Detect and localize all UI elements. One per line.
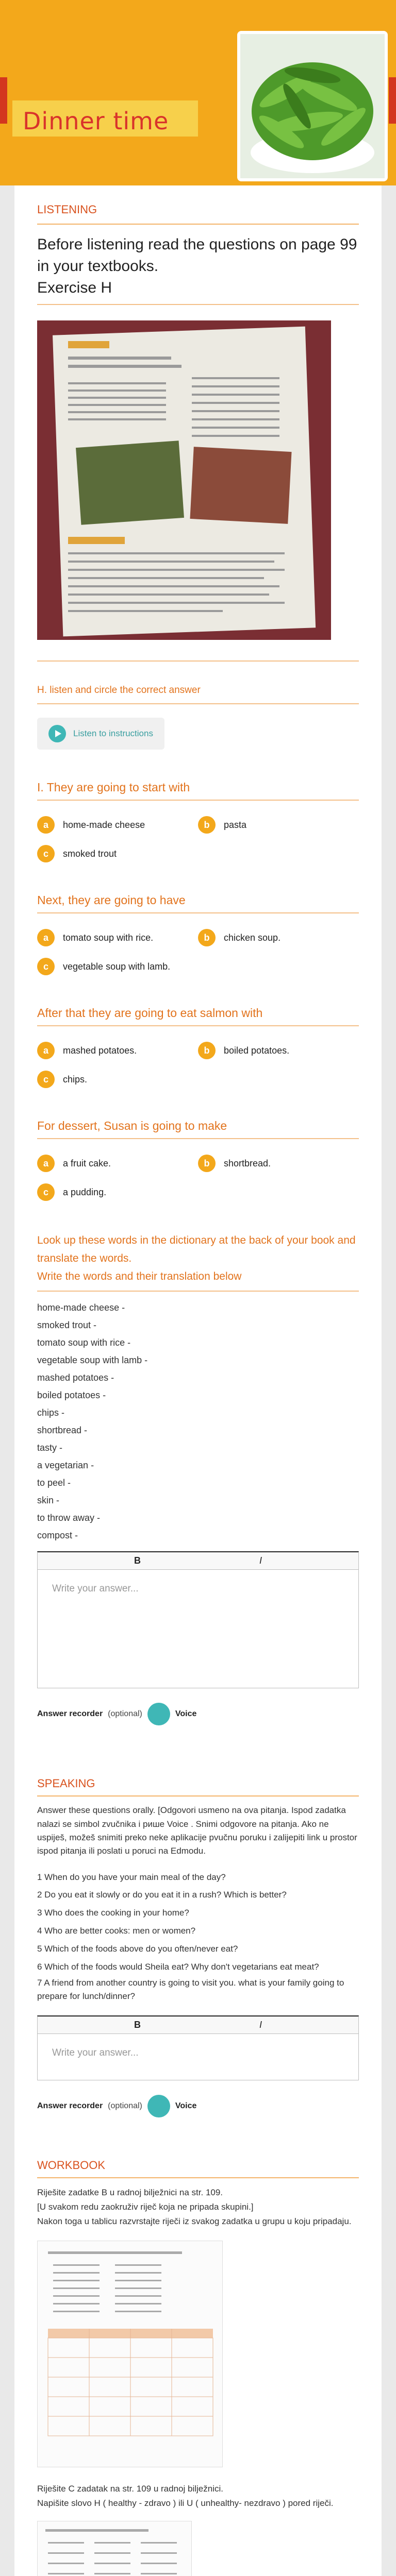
editor-toolbar xyxy=(37,1551,359,1570)
answer-option[interactable] xyxy=(198,1155,359,1172)
divider xyxy=(37,2177,359,2178)
editor-toolbar xyxy=(37,2015,359,2034)
workbook-task-c-hint: Napišite slovo H ( healthy - zdravo ) ili U ( unhealthy- nezdravo ) pored riječi. xyxy=(37,2498,334,2508)
vocab-word: mashed potatoes - xyxy=(37,1372,114,1383)
option-text: pasta xyxy=(224,819,247,830)
workbook-page-c-image xyxy=(37,2521,192,2576)
answer-option[interactable] xyxy=(37,1042,198,1059)
vocab-word: compost - xyxy=(37,1530,78,1541)
vocab-word: a vegetarian - xyxy=(37,1460,94,1471)
question-options xyxy=(37,929,359,975)
workbook-page-b-image xyxy=(37,2241,223,2467)
option-letter: a xyxy=(37,816,55,834)
speaking-question: 7 A friend from another country is going to visit you. what is your family going to prepare for lunch/dinner? xyxy=(37,1977,344,2002)
header xyxy=(0,0,396,185)
answer-recorder xyxy=(37,2095,359,2117)
vocab-word: vegetable soup with lamb - xyxy=(37,1355,148,1366)
option-letter: c xyxy=(37,845,55,862)
header-photo xyxy=(237,31,388,181)
answer-option[interactable] xyxy=(198,816,359,834)
option-text: chips. xyxy=(63,1074,88,1084)
speaking-question: 4 Who are better cooks: men or women? xyxy=(37,1926,196,1936)
voice-record-icon[interactable] xyxy=(147,2095,170,2117)
divider xyxy=(37,800,359,801)
option-text: smoked trout xyxy=(63,848,117,859)
option-letter: c xyxy=(37,1183,55,1201)
recorder-optional: (optional) xyxy=(108,1709,142,1719)
divider xyxy=(37,1291,359,1292)
workbook-task-b: Riješite zadatke B u radnoj bilježnici na str. 109. xyxy=(37,2188,223,2198)
vocab-word: to throw away - xyxy=(37,1513,101,1523)
header-red-accent-left xyxy=(0,77,7,124)
textbook-page-image xyxy=(37,320,331,640)
option-text: shortbread. xyxy=(224,1158,271,1168)
answer-option[interactable] xyxy=(37,929,198,946)
play-icon xyxy=(48,725,66,742)
vocab-word: chips - xyxy=(37,1408,65,1418)
answer-editor xyxy=(37,1551,359,1688)
option-text: home-made cheese xyxy=(63,819,145,830)
answer-placeholder: Write your answer... xyxy=(52,1583,139,1595)
divider xyxy=(37,1025,359,1026)
answer-recorder xyxy=(37,1703,359,1725)
listening-intro: Before listening read the questions on page 99 in your textbooks. xyxy=(37,236,357,275)
option-letter: c xyxy=(37,1071,55,1088)
option-letter: b xyxy=(198,816,216,834)
recorder-label: Answer recorder xyxy=(37,2102,103,2111)
answer-option[interactable] xyxy=(198,1042,359,1059)
option-text: chicken soup. xyxy=(224,932,281,943)
vocab-list xyxy=(37,1299,359,1544)
speaking-label: SPEAKING xyxy=(37,1777,95,1790)
speaking-question: 6 Which of the foods would Sheila eat? Why don't vegetarians eat meat? xyxy=(37,1961,319,1972)
divider xyxy=(37,660,359,662)
answer-editor xyxy=(37,2015,359,2080)
speaking-intro: Answer these questions orally. [Odgovori usmeno na ova pitanja. Ispod zadatka nalazi se simbol zvučnika i pише Voice . Snimi odgovore na pitanja. Ako ne uspiješ, možeš snimiti preko neke aplikacije pvučnu poruku i zalijepiti link u prostor ispod pitanja ili poslati u poruci na Edmodu. xyxy=(37,1805,357,1856)
question-title: For dessert, Susan is going to make xyxy=(37,1119,227,1133)
divider xyxy=(37,1795,359,1797)
divider xyxy=(37,224,359,225)
option-letter: a xyxy=(37,1155,55,1172)
listening-label: LISTENING xyxy=(37,203,97,216)
listen-instructions-button[interactable] xyxy=(37,718,164,750)
option-text: a fruit cake. xyxy=(63,1158,111,1168)
answer-textarea[interactable] xyxy=(37,2034,359,2080)
answer-option[interactable] xyxy=(37,816,198,834)
answer-option[interactable] xyxy=(37,845,198,862)
vocab-instruction: Look up these words in the dictionary at the back of your book and translate the words. xyxy=(37,1234,356,1264)
question-options xyxy=(37,816,359,862)
vocab-word: tasty - xyxy=(37,1443,63,1453)
vocab-word: skin - xyxy=(37,1495,60,1506)
option-letter: b xyxy=(198,929,216,946)
divider xyxy=(37,912,359,913)
listen-button-label: Listen to instructions xyxy=(73,728,153,739)
task-h-instruction: H. listen and circle the correct answer xyxy=(37,685,201,696)
divider xyxy=(37,703,359,704)
option-text: vegetable soup with lamb. xyxy=(63,961,171,972)
option-text: mashed potatoes. xyxy=(63,1045,137,1056)
workbook-c-illustration xyxy=(38,2521,192,2576)
speaking-question: 2 Do you eat it slowly or do you eat it in a rush? Which is better? xyxy=(37,1890,287,1900)
option-text: a pudding. xyxy=(63,1187,107,1197)
page-title: Dinner time xyxy=(23,107,169,135)
answer-option[interactable] xyxy=(198,929,359,946)
option-text: boiled potatoes. xyxy=(224,1045,290,1056)
divider xyxy=(37,1138,359,1139)
answer-option[interactable] xyxy=(37,958,198,975)
option-letter: b xyxy=(198,1155,216,1172)
voice-label: Voice xyxy=(175,1709,197,1719)
bold-button[interactable]: B xyxy=(134,1555,141,1566)
vocab-word: to peel - xyxy=(37,1478,71,1488)
exercise-label: Exercise H xyxy=(37,279,112,296)
option-letter: c xyxy=(37,958,55,975)
speaking-question: 1 When do you have your main meal of the day? xyxy=(37,1872,226,1882)
vocab-word: smoked trout - xyxy=(37,1320,97,1331)
option-letter: b xyxy=(198,1042,216,1059)
voice-record-icon[interactable] xyxy=(147,1703,170,1725)
workbook-task-b-hint: [U svakom redu zaokruživ riječ koja ne pripada skupini.] xyxy=(37,2202,254,2212)
speaking-question: 5 Which of the foods above do you often/never eat? xyxy=(37,1944,238,1954)
answer-option[interactable] xyxy=(37,1071,198,1088)
answer-textarea[interactable] xyxy=(37,1570,359,1688)
textbook-page-photo xyxy=(37,320,331,640)
answer-option[interactable] xyxy=(37,1155,198,1172)
workbook-task-c: Riješite C zadatak na str. 109 u radnoj bilježnici. xyxy=(37,2483,223,2494)
divider xyxy=(37,304,359,305)
recorder-label: Answer recorder xyxy=(37,1709,103,1719)
vocab-word: tomato soup with rice - xyxy=(37,1337,131,1348)
question-options xyxy=(37,1155,359,1201)
vocab-instruction-2: Write the words and their translation below xyxy=(37,1270,242,1282)
question-title: Next, they are going to have xyxy=(37,893,186,907)
bold-button[interactable]: B xyxy=(134,2020,141,2030)
vocab-word: home-made cheese - xyxy=(37,1302,125,1313)
speaking-question: 3 Who does the cooking in your home? xyxy=(37,1908,189,1918)
italic-button[interactable]: I xyxy=(259,1555,262,1566)
worksheet-card xyxy=(14,185,382,2576)
vocab-word: shortbread - xyxy=(37,1425,88,1436)
speaking-questions xyxy=(37,1869,359,2004)
option-letter: a xyxy=(37,929,55,946)
question-title: I. They are going to start with xyxy=(37,781,190,794)
workbook-task-b-table: Nakon toga u tablicu razvrstajte riječi iz svakog zadatka u grupu u koju pripadaju. xyxy=(37,2216,352,2227)
workbook-label: WORKBOOK xyxy=(37,2159,106,2172)
voice-label: Voice xyxy=(175,2102,197,2111)
header-red-accent-right xyxy=(389,77,396,124)
question-title: After that they are going to eat salmon with xyxy=(37,1006,263,1020)
workbook-b-illustration xyxy=(38,2241,223,2467)
answer-option[interactable] xyxy=(37,1183,198,1201)
option-text: tomato soup with rice. xyxy=(63,932,154,943)
italic-button[interactable]: I xyxy=(259,2020,262,2030)
vocab-word: boiled potatoes - xyxy=(37,1390,106,1401)
pea-pods-image xyxy=(240,34,385,178)
answer-placeholder: Write your answer... xyxy=(52,2047,139,2059)
option-letter: a xyxy=(37,1042,55,1059)
question-options xyxy=(37,1042,359,1088)
recorder-optional: (optional) xyxy=(108,2102,142,2111)
